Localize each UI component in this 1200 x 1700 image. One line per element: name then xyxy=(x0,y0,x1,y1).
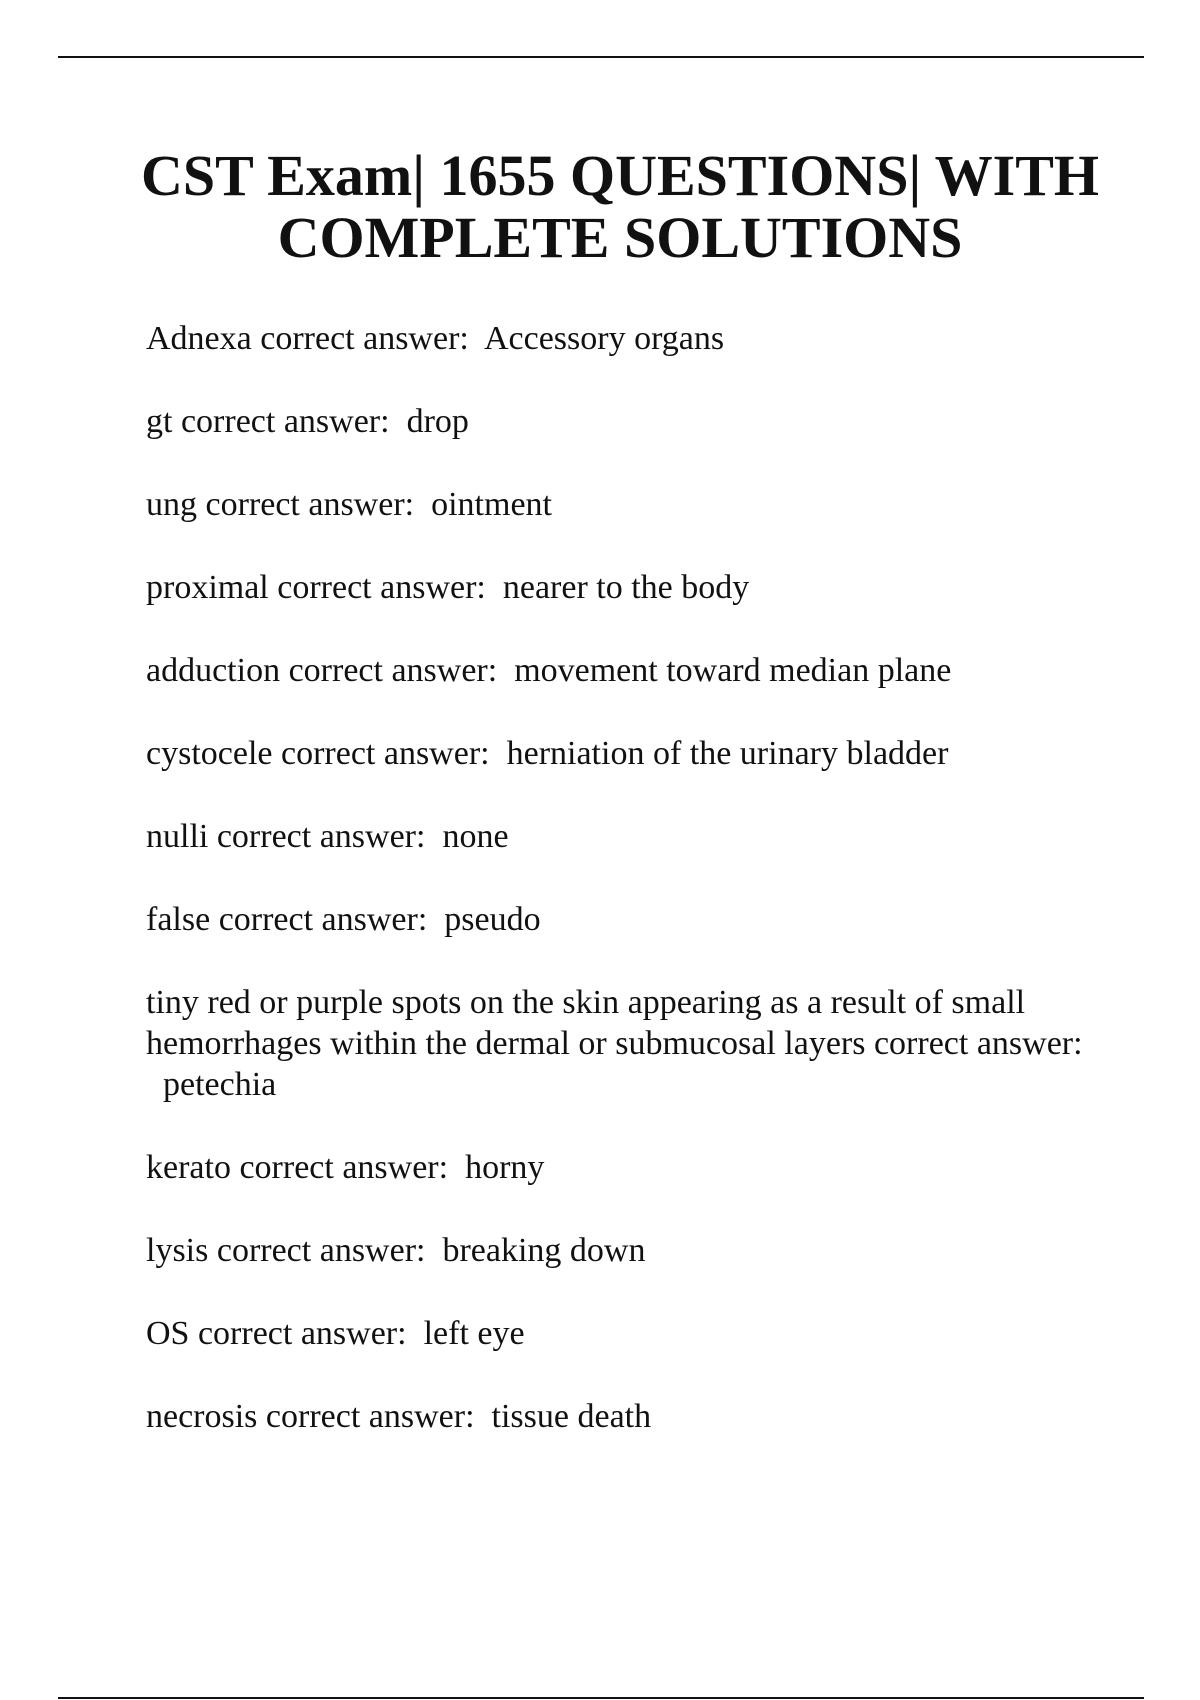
qa-term: adduction xyxy=(146,652,281,689)
qa-term: tiny red or purple spots on the skin appearing as a result of small hemorrhages within the dermal or submucosal layers xyxy=(146,984,1026,1062)
qa-answer-label: correct answer: xyxy=(873,1025,1083,1062)
qa-answer-label: correct answer: xyxy=(216,1232,426,1269)
bottom-rule xyxy=(58,1697,1144,1699)
qa-term: kerato xyxy=(146,1149,231,1186)
qa-answer: horny xyxy=(465,1149,545,1186)
qa-answer-label: correct answer: xyxy=(180,403,390,440)
qa-item xyxy=(146,1230,1096,1271)
qa-item xyxy=(146,650,1096,691)
qa-answer: movement toward median plane xyxy=(514,652,952,689)
qa-answer: drop xyxy=(406,403,469,440)
qa-answer: none xyxy=(442,818,509,855)
qa-item xyxy=(146,1396,1096,1437)
qa-term: OS xyxy=(146,1315,190,1352)
qa-answer: tissue death xyxy=(491,1398,652,1435)
qa-term: false xyxy=(146,901,211,938)
qa-item xyxy=(146,816,1096,857)
qa-answer-label: correct answer: xyxy=(260,320,469,357)
qa-answer: ointment xyxy=(431,486,552,523)
qa-item xyxy=(146,401,1096,442)
qa-item xyxy=(146,318,1096,359)
qa-answer: herniation of the urinary bladder xyxy=(506,735,949,772)
qa-item xyxy=(146,484,1096,525)
qa-answer-label: correct answer: xyxy=(277,569,486,606)
qa-item xyxy=(146,733,1096,774)
qa-term: cystocele xyxy=(146,735,273,772)
qa-answer-label: correct answer: xyxy=(197,1315,407,1352)
qa-item xyxy=(146,899,1096,940)
qa-term: Adnexa xyxy=(146,320,252,357)
qa-term: lysis xyxy=(146,1232,209,1269)
qa-term: ung xyxy=(146,486,197,523)
qa-answer-label: correct answer: xyxy=(239,1149,449,1186)
qa-answer: breaking down xyxy=(442,1232,646,1269)
qa-item xyxy=(146,1313,1096,1354)
qa-answer: left eye xyxy=(423,1315,525,1352)
qa-answer: petechia xyxy=(163,1066,277,1103)
qa-answer-label: correct answer: xyxy=(288,652,498,689)
qa-item xyxy=(146,982,1096,1105)
qa-term: gt xyxy=(146,403,173,440)
top-rule xyxy=(58,56,1144,58)
qa-term: necrosis xyxy=(146,1398,258,1435)
qa-answer: Accessory organs xyxy=(483,320,725,357)
qa-answer-label: correct answer: xyxy=(281,735,490,772)
qa-answer: pseudo xyxy=(444,901,541,938)
document-title: CST Exam| 1655 QUESTIONS| WITH COMPLETE SOLUTIONS xyxy=(140,143,1100,270)
qa-answer-label: correct answer: xyxy=(218,901,428,938)
qa-term: nulli xyxy=(146,818,209,855)
qa-answer-label: correct answer: xyxy=(265,1398,475,1435)
qa-answer-label: correct answer: xyxy=(205,486,415,523)
qa-item xyxy=(146,567,1096,608)
qa-term: proximal xyxy=(146,569,269,606)
qa-list xyxy=(146,318,1096,1479)
qa-answer: nearer to the body xyxy=(502,569,750,606)
qa-answer-label: correct answer: xyxy=(216,818,426,855)
qa-item xyxy=(146,1147,1096,1188)
